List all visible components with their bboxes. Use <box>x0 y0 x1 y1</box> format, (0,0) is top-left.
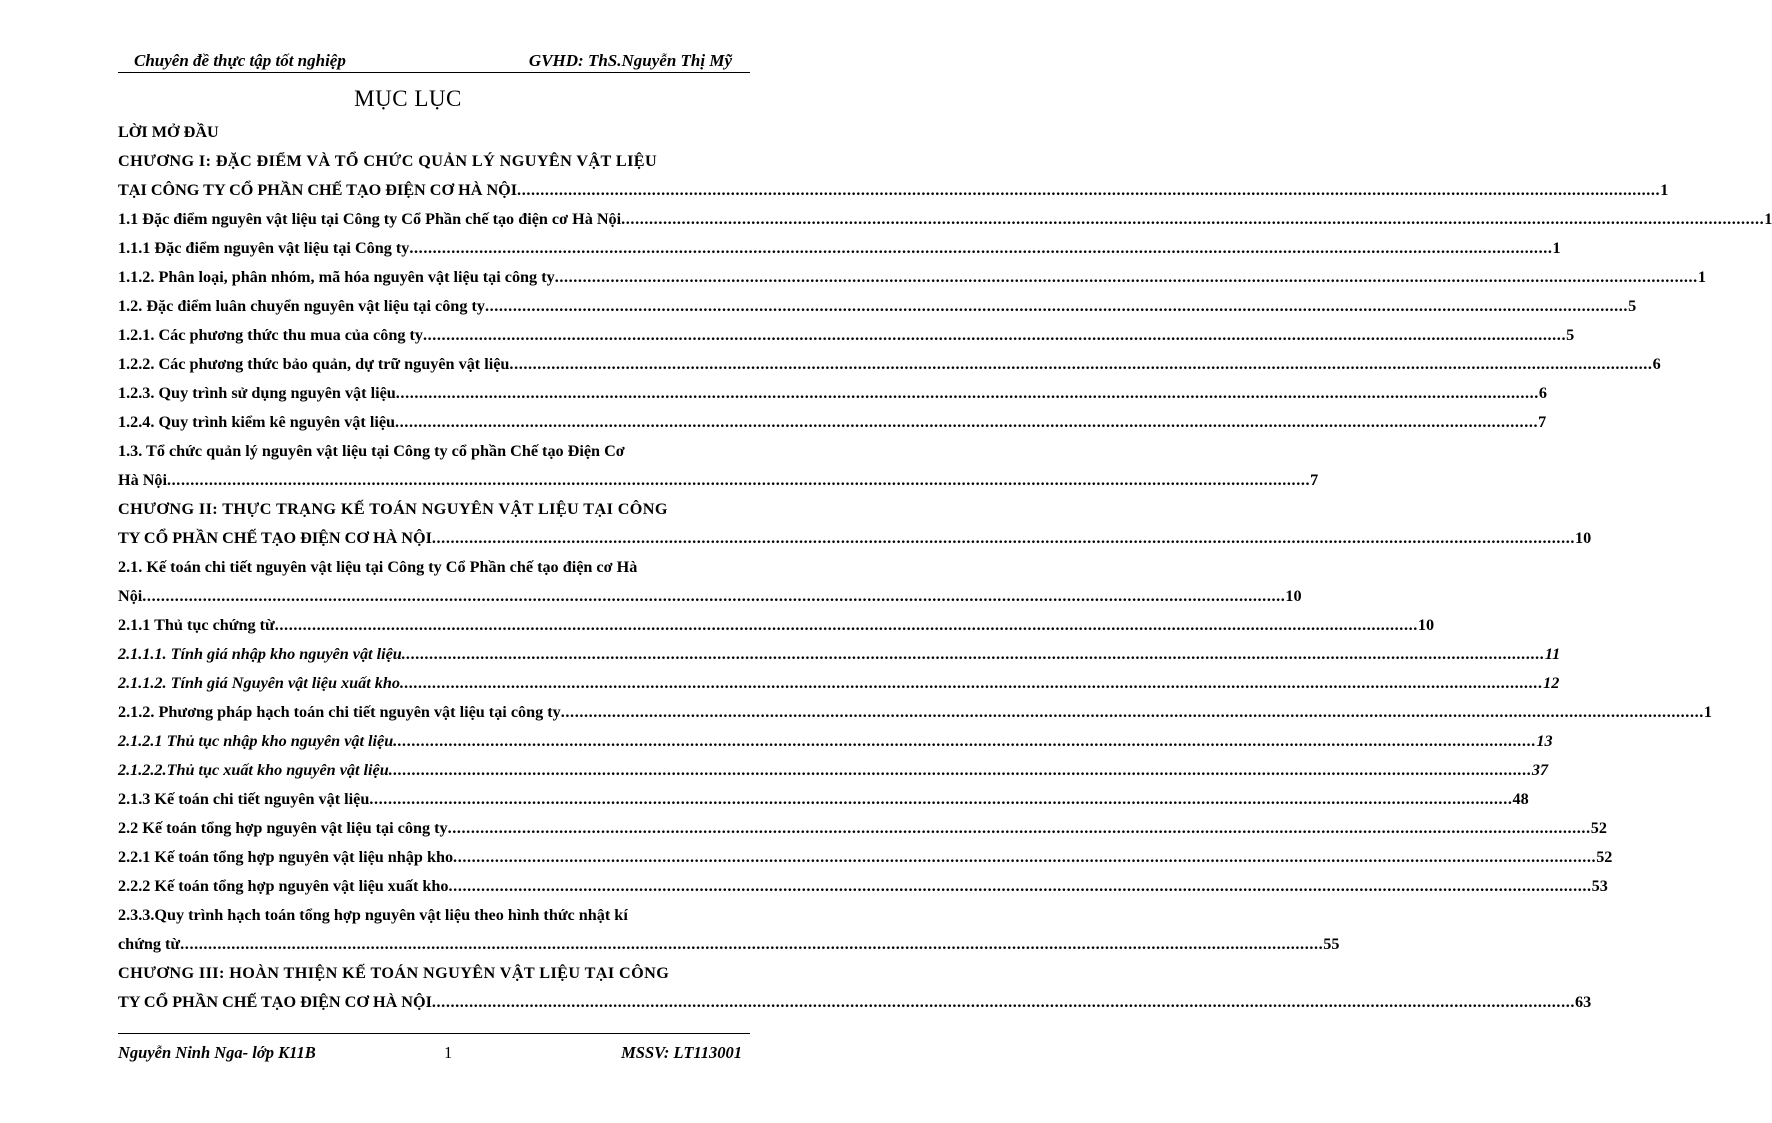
toc-page-number: 1 <box>1697 268 1706 286</box>
toc-page-number: 53 <box>1591 877 1608 895</box>
header-right-text: GVHD: ThS.Nguyễn Thị Mỹ <box>528 51 732 70</box>
toc-page-number: 5 <box>1628 297 1637 315</box>
toc-entry: CHƯƠNG III: HOÀN THIỆN KẾ TOÁN NGUYÊN VẬT LIỆU TẠI CÔNG <box>118 964 670 982</box>
toc-page-number: 6 <box>1538 384 1548 402</box>
toc-entry: TẠI CÔNG TY CỔ PHẦN CHẾ TẠO ĐIỆN CƠ HÀ NỘI ..... 1 <box>118 176 750 205</box>
toc-entry: CHƯƠNG I: ĐẶC ĐIỂM VÀ TỔ CHỨC QUẢN LÝ NGUYÊN VẬT LIỆU <box>118 152 658 170</box>
toc-entry: 2.1.1.1. Tính giá nhập kho nguyên vật liệu ..... 11 <box>118 640 750 669</box>
toc-page-number: 1 <box>1703 703 1712 721</box>
toc-page-number: 10 <box>1575 529 1592 547</box>
page-footer <box>118 1043 750 1065</box>
toc-page-number: 1 <box>1660 181 1669 199</box>
toc-entry: 1.2. Đặc điểm luân chuyển nguyên vật liệu tại công ty ..... 5 <box>118 292 750 321</box>
toc-page-number: 10 <box>1285 587 1302 605</box>
toc-entry: 1.1.1 Đặc điểm nguyên vật liệu tại Công ty ..... 1 <box>118 234 750 263</box>
footer-author: Nguyễn Ninh Nga- lớp K11B <box>118 1043 316 1062</box>
toc-entry: 2.1.1.2. Tính giá Nguyên vật liệu xuất kho ..... 12 <box>118 669 750 698</box>
footer-page-number: 1 <box>444 1043 453 1062</box>
toc-entry: 2.1.2. Phương pháp hạch toán chi tiết nguyên vật liệu tại công ty ..... 1 <box>118 698 750 727</box>
toc-page-number: 7 <box>1538 413 1547 431</box>
toc-page-number: 5 <box>1566 326 1575 344</box>
toc-entry: 2.1.2.1 Thủ tục nhập kho nguyên vật liệu ..... 13 <box>118 727 750 756</box>
toc-page-number: 52 <box>1596 848 1613 866</box>
toc-page-number: 13 <box>1536 732 1553 750</box>
toc-entry: Nội ..... 10 <box>118 582 750 611</box>
page-title: MỤC LỤC <box>354 86 462 111</box>
toc-entry: 1.1.2. Phân loại, phân nhóm, mã hóa nguyên vật liệu tại công ty ..... 1 <box>118 263 750 292</box>
toc-entry: chứng từ ..... 55 <box>118 930 750 959</box>
toc-entry: 2.2 Kế toán tổng hợp nguyên vật liệu tại công ty ..... 52 <box>118 814 750 843</box>
toc-entry: 2.1. Kế toán chi tiết nguyên vật liệu tại Công ty Cổ Phần chế tạo điện cơ Hà <box>118 558 638 576</box>
toc-entry: TY CỔ PHẦN CHẾ TẠO ĐIỆN CƠ HÀ NỘI ..... 10 <box>118 524 750 553</box>
toc-entry: 2.1.2.2.Thủ tục xuất kho nguyên vật liệu ..... 37 <box>118 756 750 785</box>
toc-entry: Hà Nội ..... 7 <box>118 466 750 495</box>
toc-entry: 1.2.4. Quy trình kiểm kê nguyên vật liệu ..... 7 <box>118 408 750 437</box>
toc-entry: 2.3.3.Quy trình hạch toán tổng hợp nguyên vật liệu theo hình thức nhật kí <box>118 906 628 924</box>
toc-entry: CHƯƠNG II: THỰC TRẠNG KẾ TOÁN NGUYÊN VẬT LIỆU TẠI CÔNG <box>118 500 668 518</box>
toc-page-number: 1 <box>1764 210 1772 228</box>
toc-entry: 1.2.1. Các phương thức thu mua của công ty ..... 5 <box>118 321 750 350</box>
toc-entry: TY CỔ PHẦN CHẾ TẠO ĐIỆN CƠ HÀ NỘI ..... 63 <box>118 988 750 1017</box>
footer-divider <box>118 1033 750 1034</box>
toc-entry: 2.1.3 Kế toán chi tiết nguyên vật liệu ..... 48 <box>118 785 750 814</box>
toc-entry: 1.2.3. Quy trình sử dụng nguyên vật liệu ..... 6 <box>118 379 750 408</box>
toc-page-number: 10 <box>1417 616 1435 634</box>
toc-entry: 1.1 Đặc điểm nguyên vật liệu tại Công ty Cổ Phần chế tạo điện cơ Hà Nội ..... 1 <box>118 205 750 234</box>
toc-entry: 2.1.1 Thủ tục chứng từ ..... 10 <box>118 611 750 640</box>
toc-entry: LỜI MỞ ĐẦU <box>118 123 219 141</box>
header-left-text: Chuyên đề thực tập tốt nghiệp <box>134 51 346 70</box>
toc-entry: 2.2.1 Kế toán tổng hợp nguyên vật liệu nhập kho ..... 52 <box>118 843 750 872</box>
toc-page-number: 55 <box>1323 935 1340 953</box>
toc-page-number: 1 <box>1552 239 1561 257</box>
toc-entry: 2.2.2 Kế toán tổng hợp nguyên vật liệu xuất kho ..... 53 <box>118 872 750 901</box>
footer-student-id: MSSV: LT113001 <box>621 1043 742 1062</box>
toc-page-number: 11 <box>1544 645 1561 663</box>
table-of-contents <box>118 118 1772 1017</box>
toc-page-number: 63 <box>1575 993 1592 1011</box>
toc-page-number: 37 <box>1531 761 1549 779</box>
toc-entry: 1.3. Tổ chức quản lý nguyên vật liệu tại Công ty cổ phần Chế tạo Điện Cơ <box>118 442 625 460</box>
page-header <box>118 50 750 73</box>
toc-page-number: 6 <box>1652 355 1661 373</box>
toc-page-number: 48 <box>1512 790 1529 808</box>
toc-page-number: 52 <box>1590 819 1607 837</box>
toc-page-number: 7 <box>1310 471 1319 489</box>
toc-entry: 1.2.2. Các phương thức bảo quản, dự trữ nguyên vật liệu ..... 6 <box>118 350 750 379</box>
toc-page-number: 12 <box>1543 674 1560 692</box>
